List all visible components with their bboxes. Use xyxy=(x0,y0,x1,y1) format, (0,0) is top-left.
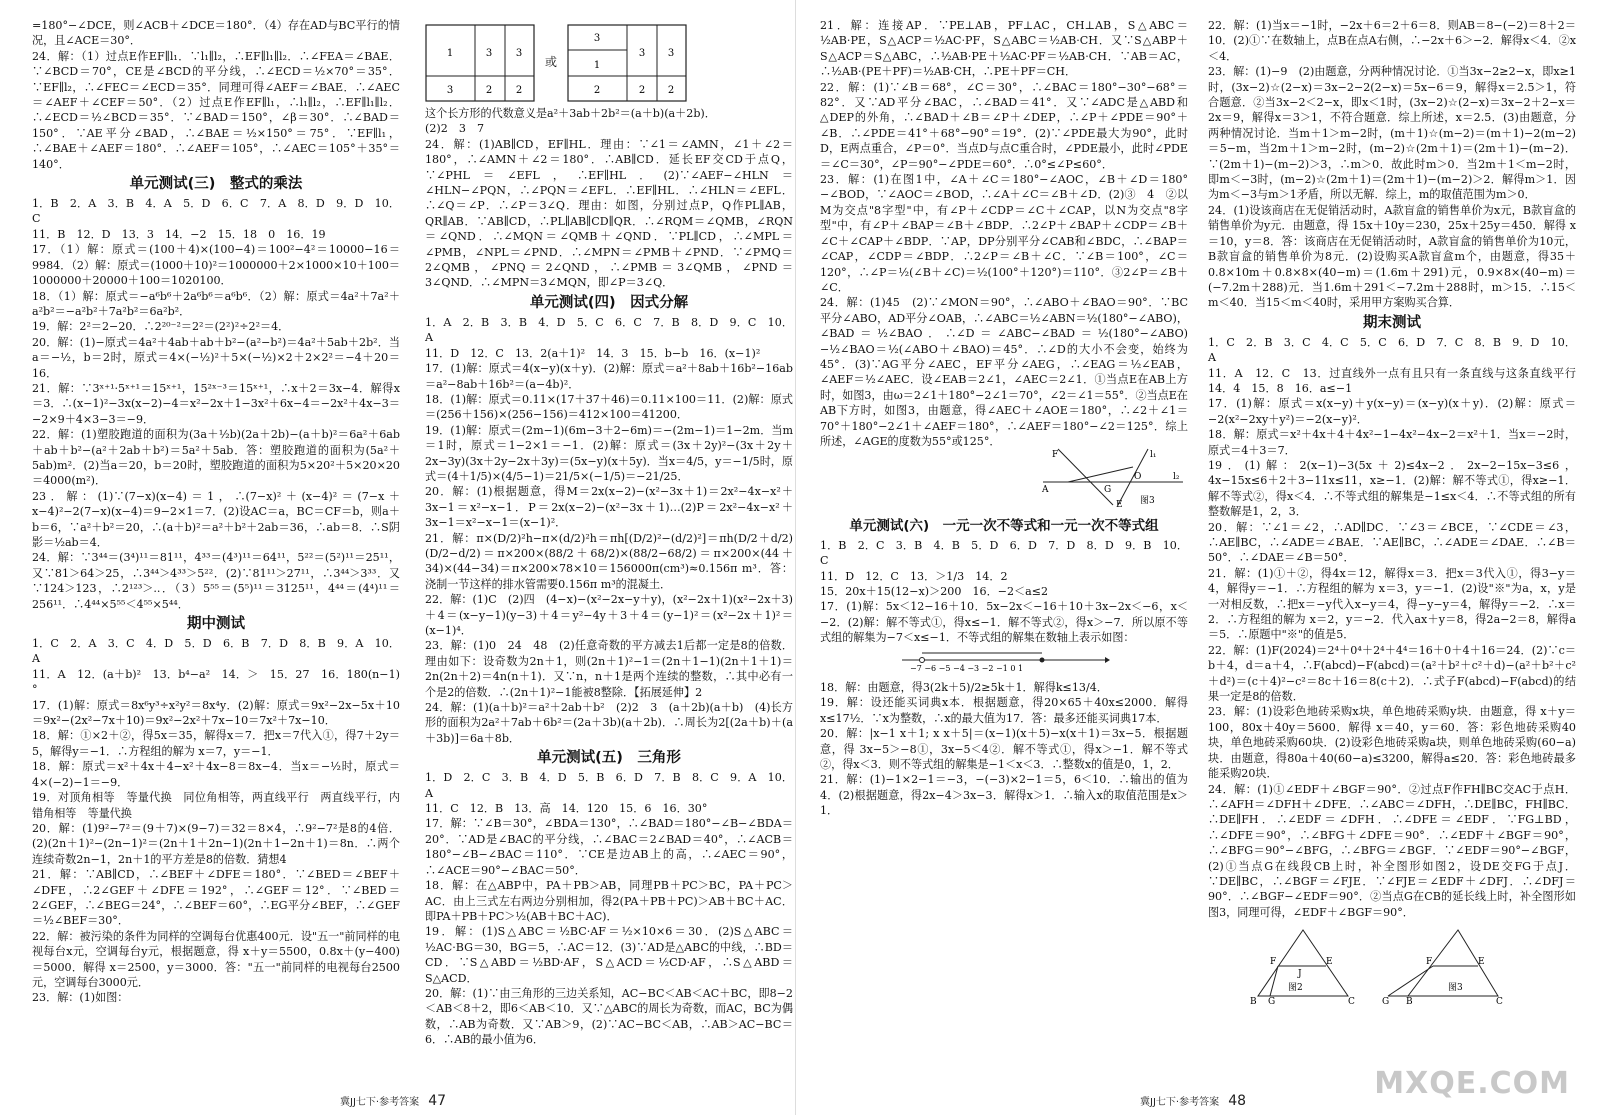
svg-text:l₁: l₁ xyxy=(1150,450,1157,461)
svg-text:B: B xyxy=(1406,997,1413,1005)
text-block: 17．(1)解：原式＝8x⁶y³÷x²y²＝8x⁴y．(2)解：原式＝9x²−2x−5x＋10＝9x²−(2x²−7x＋10)＝9x²−2x²＋7x−10＝7x²＋7x−10． xyxy=(32,698,400,728)
text-block: 23．解：(1)在图1中，∠A＋∠C＝180°−∠AOC，∠B＋∠D＝180°−∠BOD，∵∠AOC＝∠BOD，∴∠A＋∠C＝∠B＋∠D．(2)③ 4 ②以M为交点"8字型"中，有∠P＋∠CDP＝∠C＋∠CAP，以N为交点"8字型"中，有∠P＋∠BAP＝∠B＋∠BDP．∴2∠P＋∠BAP＋∠CDP＝∠B＋∠C＋∠CAP＋∠BDP．∵AP，DP分别平分∠CAB和∠BDC，∴∠BAP＝∠CAP，∠CDP＝∠BDP．∴2∠P＝∠B＋∠C．∵∠B＝100°，∠C＝120°，∴∠P＝½(∠B＋∠C)＝½(100°＋120°)＝110°．③2∠P＝∠B＋∠C． xyxy=(820,173,1188,294)
text-block: 22．解：(1)∵∠B＝68°，∠C＝30°，∴∠BAC＝180°−30°−68°＝82°．又∵AD平分∠BAC，∴∠BAD＝41°．又∵∠ADC是△ABD和△DEP的外角，∴∠BAD＋∠B＝∠P＋∠DEP，∴∠P＋∠PDE＝90°＋∠B．∴∠PDE＝41°＋68°−90°＝19°．(2)∵∠PDE最大为90°，此时D，E两点重合，∠P＝0°．当点D与点C重合时，∠PDE最小，此时∠PDE＝∠C＝30°，∠P＝90°−∠PDE＝60°．∴0°≤∠P≤60°． xyxy=(820,80,1188,171)
text-block: 24．(1)设该商店在无促销活动时，A款盲盒的销售单价为x元，B款盲盒的销售单价为y元．由题意，得 15x＋10y＝230，25x＋25y＝450．解得 x＝10，y＝8．答：该商店在无促销活动时，A款盲盒的销售单价为10元，B款盲盒的销售单价为8元．(2)设购买A款盲盒m个，由题意，得35＋0.8×10m＋0.8×8×(40−m)＝(1.6m＋291)元，0.9×8×(40−m)＝(−7.2m＋288)元．当1.6m＋291＜−7.2m＋288时，m＞15．∴15＜m＜40．当15＜m＜40时，采用甲方案购买合算． xyxy=(1208,203,1576,310)
svg-text:2: 2 xyxy=(667,85,675,96)
svg-text:2: 2 xyxy=(638,85,646,96)
svg-text:F: F xyxy=(1426,957,1433,968)
text-block: 1．C 2．A 3．C 4．D 5．D 6．B 7．D 8．B 9．A 10．A xyxy=(32,637,400,666)
text-block: 18．(1)解：原式＝0.11×(17＋37＋46)＝0.11×100＝11．(2)解：原式＝(256＋156)×(256−156)＝412×100＝41200． xyxy=(425,392,793,422)
left-column-2 xyxy=(425,22,793,1048)
svg-text:A: A xyxy=(1042,485,1049,496)
text-block: 24．解：∵3⁴⁴＝(3⁴)¹¹＝81¹¹，4³³＝(4³)¹¹＝64¹¹，5²²＝(5²)¹¹＝25¹¹，又∵81＞64＞25，∴3⁴⁴＞4³³＞5²²．(2)∵81¹¹＞27¹¹，∴3⁴⁴＞3³³．又∵124＞123，∴2¹²³＞..．（3）5⁵⁵＝(5⁵)¹¹＝3125¹¹，4⁴⁴＝(4⁴)¹¹＝256¹¹．∴4⁴⁴×5⁵⁵＜4⁵⁵×5⁴⁴． xyxy=(32,551,400,611)
svg-text:3: 3 xyxy=(515,48,523,59)
text-block: 22．解：被污染的条件为同样的空调每台优惠400元．设"五一"前同样的电视每台x元，空调每台y元，根据题意，得 x＋y＝5500，0.8x＋(y−400)＝5000．解得 x＝2500，y＝3000．答："五一"前同样的电视每台2500元，空调每台3000元． xyxy=(32,929,400,989)
text-block: 23．解：(1)0 24 48 (2)任意奇数的平方减去1后都一定是8的倍数．理由如下：设奇数为2n＋1，则(2n＋1)²−1＝(2n＋1−1)(2n＋1＋1)＝2n(2n＋2)＝4n(n＋1)．又∵n，n＋1是两个连续的整数，∴其中必有一个是2的倍数．∴(2n＋1)²−1能被8整除．【拓展延伸】2 xyxy=(425,639,793,699)
text-block: 19．解：(1)S△ABC＝½BC·AF＝½×10×6＝30．(2)S△ABC＝½AC·BG＝30，BG＝5，∴AC＝12．(3)∵AD是△ABC的中线，∴BD＝CD．∵S△ABD＝½BD·AF，S△ACD＝½CD·AF，∴S△ABD＝S△ACD． xyxy=(425,925,793,985)
text-block: 18．解：①×2＋②，得5x＝35，解得x＝7．把x＝7代入①，得7＋2y＝5，解得y＝−1．∴方程组的解为 x＝7，y＝−1． xyxy=(32,729,400,758)
svg-text:B: B xyxy=(1250,997,1257,1005)
text-block: 23．解：(1)∵(7−x)(x−4)＝1，∴(7−x)²＋(x−4)²＝(7−x＋x−4)²−2(7−x)(x−4)＝9−2×1＝7．(2)设AC＝a，BC＝CF＝b，则a＋b＝6，∵a²＋b²＝20，∴(a＋b)²＝a²＋b²＋2ab＝36，∴ab＝8．∴S阴影＝½ab＝4． xyxy=(32,489,400,549)
text-block: 11．A 12．(a＋b)² 13．b⁴−a² 14．＞ 15．27 16．180(n−1)° xyxy=(32,667,400,697)
text-block: 这个长方形的代数意义是a²＋3ab＋2b²＝(a＋b)(a＋2b)． xyxy=(425,107,716,120)
text-block: 21．解：∵3ˣ⁺¹·5ˣ⁺¹＝15ˣ⁺¹，15²ˣ⁻³＝15ˣ⁺¹，∴x＋2＝3x−4．解得x＝3．∴(x−1)²−3x(x−2)−4＝x²−2x＋1−3x²＋6x−4＝−2x²＋4x−3＝−2×9＋4×3−3＝−9． xyxy=(32,381,400,426)
text-block: 17．(1)解：原式＝x(x−y)＋y(x−y)＝(x−y)(x＋y)．(2)解：原式＝−2(x²−2xy＋y²)＝−2(x−y)²． xyxy=(1208,397,1576,426)
section-heading: 单元测试(三) 整式的乘法 xyxy=(129,176,303,193)
number-line xyxy=(900,648,1110,672)
text-block: 23．解：(1)设彩色地砖采购x块，单色地砖采购y块．由题意，得 x＋y＝100，80x＋40y＝5600．解得 x＝40，y＝60．答：彩色地砖采购40块，单色地砖采购60块．(2)设彩色地砖采购a块，则单色地砖采购(60−a)块．由题意，得80a＋40(60−a)≤3200，解得a≤20．答：彩色地砖最多能采购20块． xyxy=(1208,705,1576,781)
section-heading: 单元测试(五) 三角形 xyxy=(537,750,681,767)
text-block: 11．B 12．D 13．3 14．−2 15．18 0 16．19 xyxy=(32,227,326,241)
svg-text:3: 3 xyxy=(593,33,601,44)
text-block: 11．A 12．C 13．过直线外一点有且只有一条直线与这条直线平行 14．4 15．8 16．a≤−1 xyxy=(1208,366,1588,395)
or-label: 或 xyxy=(545,55,558,70)
svg-text:F: F xyxy=(1270,957,1277,968)
left-page xyxy=(0,0,793,1115)
svg-text:C: C xyxy=(1348,997,1355,1005)
text-block: 24．解：(1)AB∥CD，EF∥HL．理由：∵∠1＝∠AMN，∠1＋∠2＝180°，∴∠AMN＋∠2＝180°．∴AB∥CD．延长EF交CD于点Q，∵∠PHL＝∠EFL，∴EF∥HL．(2)∵∠AEF−∠HLN＝∠HLN−∠PQN，∴∠PQN＝∠EFL．∴EF∥HL．∴∠HLN＝∠EFL．∴∠Q＝∠P．∴∠P＝3∠Q．理由：如图，分别过点P，Q作PL∥AB，QR∥AB．∵AB∥CD，∴PL∥AB∥CD∥QR．∴∠RQM＝∠QMB，∠RQN＝∠QND．∴∠MQN＝∠QMB＋∠QND．∵PL∥CD，∴∠MPL＝∠PMB，∠NPL＝∠PND．∴∠MPN＝∠PMB＋∠PND．∵∠PMQ＝2∠QMB，∠PNQ＝2∠QND，∴∠PMB＝3∠QMB，∠PND＝3∠QND．∴∠MPN＝3∠MQN，即∠P＝3∠Q． xyxy=(425,137,793,290)
text-block: 24．解：(1)(a＋b)²＝a²＋2ab＋b² (2)2 3 (a＋2b)(a＋b) (4)长方形的面积为2a²＋7ab＋6b²＝(2a＋3b)(a＋2b)．∴周长为2[(2a＋b)＋(a＋3b)]＝6a＋8b． xyxy=(425,701,793,745)
text-block: 17．(1)解：5x＜12−16＋10．5x−2x＜−16＋10＋3x−2x＜−6，x＜−2．(2)解：解不等式①，得x≤−1．解不等式②，得x＞−7．所以原不等式组的解集为−7＜x≤−1．不等式组的解集在数轴上表示如图： xyxy=(820,600,1188,645)
triangle-figure-2 xyxy=(1248,924,1358,1004)
text-block: 11．D 12．C 13．＞1/3 14．2 xyxy=(820,569,1008,583)
text-block: 21．解：(1)①＋②，得4x＝12，解得x＝3．把x＝3代入①，得3−y＝4，解得y＝−1．∴方程组的解为 x＝3，y＝−1．(2)设"※"为a，x，y是一对相反数，∴把x＝−y代入x−y＝4，得−y−y＝4，解得y＝−2．∴x＝2．∴方程组的解为 x＝2，y＝−2．代入ax＋y＝8，得2a−2＝8，解得a＝5．∴原题中"※"的值是5． xyxy=(1208,566,1576,642)
svg-text:3: 3 xyxy=(638,48,646,59)
text-block: 24．解：(1)①∠EDF＋∠BGF＝90°．②过点F作FH∥BC交AC于点H．∴∠AFH＝∠DFH＋∠DFE．∴∠ABC＝∠DFH，∴DE∥BC，FH∥BC．∴DE∥FH．∴∠EDF＝∠DFH．∴∠DFE＝∠EDF．∵FG⊥BD，∴∠DFE＝90°，∴∠BFG＋∠DFE＝90°．∴∠EDF＋∠BGF＝90°，∴∠BFG＝90°−∠BFG，∴∠BFG＝∠BGF．∵∠EDF＝90°−∠BGF，(2)①当点G在线段CB上时，补全图形如图2，设DE交FG于点J．∵DE∥BC，∴∠BGF＝∠FJE．∵∠FJE＝∠EDF＋∠DFJ．∴∠DFJ＝90°．∴∠BGF−∠EDF＝90°．②当点G在CB的延长线上时，补全图形如图3，同理可得，∠EDF＋∠BGF＝90°． xyxy=(1208,782,1576,919)
text-block: 20．解：|x−1 x＋1; x x＋5|＝(x−1)(x＋5)−x(x＋1)＝3x−5．根据题意，得 3x−5＞−8①，3x−5＜4②．解不等式①，得x＞−1．解不等式②，得x＜3．则不等式组的解集是−1＜x＜3．∴整数x的值是0，1，2． xyxy=(820,727,1188,772)
text-block: 11．D 12．C 13．2(a＋1)² 14．3 15．b−b 16．(x−1)² xyxy=(425,346,761,360)
page-footer xyxy=(340,1093,446,1109)
text-block: 24．解：(1)45 (2)∵∠MON＝90°，∴∠ABO＋∠BAO＝90°．∵BC平分∠ABO，AD平分∠OAB，∴∠ABC＝½∠ABN＝½(180°−∠ABO)，∠BAD＝½∠BAO．∴∠D＝∠ABC−∠BAD＝½(180°−∠ABO)−½∠BAO＝½(∠ABO＋∠BAO)＝45°．∴∠D的大小不会变，始终为45°．(3)∵AG平分∠AEC，EF平分∠AEG，∴∠EAG＝½∠EAB，∠AEF＝½∠AEC．设∠EAB＝2∠1，∠AEC＝2∠1．①当点E在AB上方时，如图3，由ω＝2∠1＋180°−2∠1＝70°，∠2＝∠1＝55°．②当点E在AB下方时，如图3，由题意，得∠AEC＋∠AOE＝180°，∴∠2＋∠1＝70°＋180°−2∠1＋∠AEF＝180°，∴∠AEF＝180°−∠2＝125°．综上所述，∠AGE的度数为55°或125°． xyxy=(820,296,1188,448)
tiling-figure-2 xyxy=(567,24,687,102)
svg-text:O: O xyxy=(1134,472,1142,483)
text-block: 20．解：(1)∵由三角形的三边关系知，AC−BC＜AB＜AC＋BC，即8−2＜AB＜8＋2，即6＜AB＜10．又∵△ABC的周长为奇数，而AC，BC为偶数，∴AB为奇数．又∵AB＞9，(2)∵AC−BC＜AB，∴AB＞AC−BC＝6．∴AB的最小值为6． xyxy=(425,986,793,1047)
svg-text:G: G xyxy=(1268,997,1276,1005)
text-block: 21．解：(1)−1×2−1＝−3，−(−3)×2−1＝5，6＜10．∴输出的值为4．(2)根据题意，得2x−4＞3x−3．解得x＞1．∴输入x的取值范围是x＞1． xyxy=(820,773,1188,818)
text-block: 17．(1)解：原式＝4(x−y)(x＋y)．(2)解：原式＝a²＋8ab＋16b²−16ab＝a²−8ab＋16b²＝(a−4b)²． xyxy=(425,362,793,391)
footer-label: 冀JJ七下·参考答案 xyxy=(1140,1097,1220,1108)
right-page xyxy=(800,0,1590,1115)
text-block: 19．解：2²＝2−20．∴2²⁰⁻²＝2²＝(2²)²÷2²＝4． xyxy=(32,320,290,334)
figure-label: 图2 xyxy=(1288,983,1303,994)
text-block: 22．解：(1)塑胶跑道的面积为(3a＋½b)(2a＋2b)−(a＋b)²＝6a²＋6ab＋ab＋b²−(a²＋2ab＋b²)＝5a²＋5ab．答：塑胶跑道的面积为(5a²＋5ab)m²．(2)当a＝20，b＝20时，塑胶跑道的面积为5×20²＋5×20×20＝4000(m²)． xyxy=(32,428,400,488)
text-block: 17．解：∵∠B＝30°，∠BDA＝130°，∴∠BAD＝180°−∠B−∠BDA＝20°．∵AD是∠BAC的平分线，∴∠BAC＝2∠BAD＝40°，∴∠ACB＝180°−∠B−∠BAC＝110°．∵CE是边AB上的高，∴∠AEC＝90°，∴∠ACE＝90°−∠BAC＝50°． xyxy=(425,817,793,877)
number-line-wrap xyxy=(820,646,1188,680)
text-block: 20．解：(1)根据题意，得M＝2x(x−2)−(x²−3x＋1)＝2x²−4x−x²＋3x−1＝x²−x−1．P＝2x(x−2)−(x²−3x＋1)…(2)P＝2x²−4x−x²＋3x−1＝x²−x−1＝(x−1)²． xyxy=(425,485,793,530)
svg-text:2: 2 xyxy=(485,85,493,96)
watermark-logo: MXQE.COM xyxy=(1374,1066,1570,1101)
page-number: 47 xyxy=(428,1093,447,1109)
svg-text:l₂: l₂ xyxy=(1173,472,1180,483)
right-column-2 xyxy=(1208,18,1588,1005)
right-column-1 xyxy=(820,18,1188,819)
number-line-ticks: −7 −6 −5 −4 −3 −2 −1 0 1 xyxy=(910,663,1024,672)
text-block: 21．解：π×(D/2)²h−π×(d/2)²h＝πh[(D/2)²−(d/2)²]＝πh(D/2＋d/2)(D/2−d/2)＝π×200×(88/2＋68/2)×(88/2−68/2)＝π×200×(44＋34)×(44−34)＝π×200×78×10＝156000π(cm³)≈0.156π m³．答：浇制一节这样的排水管需要0.156π m³的混凝土． xyxy=(425,531,793,591)
answer-with-figure xyxy=(820,295,1188,449)
text-block: 18．解：原式＝x²＋4x＋4＋4x²−1−4x²−4x−2＝x²＋1．当x＝−2时，原式＝4＋3＝7． xyxy=(1208,428,1576,457)
text-block: 21．解：连接AP．∵PE⊥AB，PF⊥AC，CH⊥AB，S△ABC＝½AB·PE，S△ACP＝½AC·PF，S△ABC＝½AB·CH．又∵S△ABP＋S△ACP＝S△ABC，∴½AB·PE＋½AC·PF＝½AB·CH．∵AB＝AC，∴½AB·(PE＋PF)＝½AB·CH，∴PE＋PF＝CH． xyxy=(820,19,1188,79)
figure-label: 图3 xyxy=(1448,983,1463,994)
text-block: 20．解：∵∠1＝∠2，∴AD∥DC．∵∠3＝∠BCE，∵∠CDE＝∠3，∴AE∥BC，∴∠ADE＝∠BAE．∵AE∥BC，∴∠ADE＝∠DAE．∴∠B＝50°．∴∠DAE＝∠B＝50°． xyxy=(1208,520,1576,565)
rectangle-figures xyxy=(425,24,793,102)
text-block: 15．20x＋15(12−x)＞200 16．−2＜a≤2 xyxy=(820,585,1049,598)
page-divider xyxy=(795,0,796,1115)
text-block: 24．解：（1）过点E作EF∥l₁．∵l₁∥l₂，∴EF∥l₁∥l₂．∴∠FEA＝∠BAE．∵∠BCD＝70°，CE是∠BCD的平分线，∴∠ECD＝½×70°＝35°．∵EF∥l₂，∴∠FEC＝∠ECD＝35°．同理可得∠AEF＝∠BAE．∴∠AEC＝∠AEF＋∠CEF＝50°．（2）过点E作EF∥l₁，∴l₁∥l₂，∴EF∥l₁∥l₂．∴∠ECD＝½∠BCD＝35°．∵∠BAD＝150°，∠β＝30°．∴∠BAD＝150°．∵AE平分∠BAD，∴∠BAE＝½×150°＝75°．∵EF∥l₁，∴∠BAE＋∠AEF＝180°．∴∠AEF＝105°，∴∠AEC＝105°＋35°＝140°． xyxy=(32,49,400,171)
footer-label: 冀JJ七下·参考答案 xyxy=(340,1097,420,1108)
text-block: 18．解：由题意，得3(2k＋5)/2≥5k＋1．解得k≤13/4． xyxy=(820,681,1108,695)
svg-text:2: 2 xyxy=(515,85,523,96)
angle-figure-3 xyxy=(1038,447,1188,509)
text-block: 23．解：(1)如图： xyxy=(32,991,129,1005)
svg-text:E: E xyxy=(1116,500,1123,510)
text-block: 1．B 2．C 3．B 4．B 5．D 6．D 7．D 8．D 9．B 10．C xyxy=(820,538,1188,568)
svg-text:1: 1 xyxy=(446,48,454,59)
text-block: 11．C 12．B 13．高 14．120 15．6 16．30° xyxy=(425,802,708,816)
text-block: 23．解：(1)−9 (2)由题意，分两种情况讨论．①当3x−2≥2−x，即x≥1时，(3x−2)☆(2−x)＝3x−2−2(2−x)＝5x−6＝9，解得x＝2.5＞1，符合题意．②当3x−2＜2−x，即x＜1时，(3x−2)☆(2−x)＝3x−2＋2−x＝2x＝9，解得x＝3＞1，不符合题意．综上所述，x＝2.5．(3)由题意，分两种情况讨论．当m＋1＞m−2时，(m＋1)☆(m−2)＝(m＋1)−2(m−2)＝5−m，当2m＋1＞m−2时，(m−2)☆(2m＋1)＝(2m＋1)−(m−2)．∵(2m＋1)−(m−2)＞3，∴m＞0．故此时m＞0．当2m＋1＜m−2时，即m＜−3时，(m−2)☆(2m＋1)＝(2m＋1)−(m−2)＞2．解得m＞1．因为m＜−3与m＞1矛盾，所以无解．综上，m的取值范围为m＞0． xyxy=(1208,65,1576,202)
text-block: 1．C 2．B 3．C 4．C 5．C 6．D 7．C 8．B 9．D 10．A xyxy=(1208,335,1576,365)
svg-text:G: G xyxy=(1104,485,1112,496)
text-block: 1．D 2．C 3．B 4．D 5．B 6．D 7．B 8．C 9．A 10．A xyxy=(425,771,793,800)
section-heading: 单元测试(六) 一元一次不等式和一元一次不等式组 xyxy=(849,517,1159,534)
triangle-figure-3 xyxy=(1378,924,1508,1004)
text-block: 18．解：在△ABP中，PA＋PB＞AB，同理PB＋PC＞BC，PA＋PC＞AC．由上三式左右两边分别相加，得2(PA＋PB＋PC)＞AB＋BC＋AC．即PA＋PB＋PC＞½(AB＋BC＋AC)． xyxy=(425,879,793,923)
section-heading: 单元测试(四) 因式分解 xyxy=(529,294,689,311)
text-block: 18．（1）解：原式＝−a⁶b⁶＋2a⁶b⁶＝a⁶b⁶．（2）解：原式＝4a²＋7a²＋a²b²＝−a²b²＋7a²b²＝6a²b²． xyxy=(32,289,400,318)
svg-text:F: F xyxy=(1052,450,1059,461)
text-block: 1．A 2．B 3．B 4．D 5．C 6．C 7．B 8．D 9．C 10．A xyxy=(425,315,793,345)
svg-text:3: 3 xyxy=(667,48,675,59)
left-column-1 xyxy=(32,18,400,1006)
text-block: 19．(1)解：原式＝(2m−1)(6m−3＋2−6m)＝−(2m−1)＝1−2m．当m＝1时，原式＝1−2×1＝−1．(2)解：原式＝(3x＋2y)²−(3x＋2y＋2x−3y)(3x＋2y−2x＋3y)＝(5x−y)(x＋5y)．当x＝4/5，y＝−1/5时，原式＝(4＋1/5)×(4/5−1)＝21/5×(−1/5)＝−21/25． xyxy=(425,423,793,483)
text-block: 18．解：原式＝x²＋4x＋4−x²＋4x−8＝8x−4．当x＝−½时，原式＝4×(−2)−1＝−9． xyxy=(32,760,400,789)
text-block: 22．解：(1)C (2)四 (4−x)−(x²−2x−y＋y)，(x²−2x＋1)(x²−2x＋3)＋4＝(x−y−1)(y−3)＋4＝y²−4y＋3＋4＝(y−1)²＝(x²−2x＋1)²＝(x−1)⁴． xyxy=(425,593,793,637)
svg-text:E: E xyxy=(1326,957,1333,968)
text-block: 17．（1）解：原式＝(100＋4)×(100−4)＝100²−4²＝10000−16＝9984．（2）解：原式＝(1000＋10)²＝1000000＋2×1000×10＋100＝1000000＋20000＋100＝1020100． xyxy=(32,243,400,288)
svg-text:2: 2 xyxy=(593,85,601,96)
text-block: =180°−∠DCE，则∠ACB＋∠DCE＝180°．（4）存在AD与BC平行的情况，且∠ACE＝30°． xyxy=(32,19,400,48)
svg-text:G: G xyxy=(1382,997,1390,1005)
svg-text:C: C xyxy=(1496,997,1503,1005)
text-block: 19．解：设还能买词典x本．根据题意，得20×65＋40x≤2000．解得x≤17½．∵x为整数，∴x的最大值为17．答：最多还能买词典17本． xyxy=(820,696,1188,725)
svg-text:3: 3 xyxy=(446,85,454,96)
triangle-figures xyxy=(1208,924,1576,1004)
text-block: (2)2 3 7 xyxy=(425,122,485,136)
text-block: 19．对顶角相等 等量代换 同位角相等，两直线平行 两直线平行，内错角相等 等量代换 xyxy=(32,791,400,820)
text-block: 20．解：(1)9²−7²＝(9＋7)×(9−7)＝32＝8×4，∴9²−7²是8的4倍．(2)(2n＋1)²−(2n−1)²＝(2n＋1＋2n−1)(2n＋1−2n＋1)＝8n．∴两个连续奇数2n−1，2n＋1的平方差是8的倍数．猜想4 xyxy=(32,821,400,866)
figure-3-wrap xyxy=(820,447,1188,513)
figure-label: 图3 xyxy=(1140,496,1155,507)
text-block: 22．解：(1)F(2024)＝2⁴＋0⁴＋2⁴＋4⁴＝16＋0＋4＋16＝24．(2)∵c＝b＋4，d＝a＋4，∴F(abcd)−F(abcd)＝(a²＋b²＋c²＋d)−(a²＋b²＋c²＋d²)＝(c＋4)²−c²＝8c＋16＝8(c＋2)．∴式子F(abcd)−F(abcd)的结果一定是8的倍数． xyxy=(1208,643,1576,704)
section-heading: 期中测试 xyxy=(187,616,245,633)
text-block: 20．解：(1)−原式＝4a²＋4ab＋ab＋b²−(a²−b²)＝4a²＋5ab＋2b²．当a＝−½，b＝2时，原式＝4×(−½)²＋5×(−½)×2＋2×2²＝−4＋20＝16． xyxy=(32,335,400,380)
page-number: 48 xyxy=(1228,1093,1247,1109)
page-footer xyxy=(1140,1093,1246,1109)
text-block: 19．(1)解：2(x−1)−3(5x＋2)≤4x−2．2x−2−15x−3≤6，4x−15x≤6＋2＋3−11x≤11，x≥−1．(2)解：解不等式①，得x≥−1．解不等式②，得x＜4．∴不等式组的解集是−1≤x＜4．∴不等式组的所有整数解是1，2，3． xyxy=(1208,458,1576,519)
text-block: 21．解：∵AB∥CD，∴∠BEF＋∠DFE＝180°．∵∠BED＝∠BEF＋∠DFE，∴2∠GEF＋∠DFE＝192°，∴∠GEF＝12°．∵∠BED＝2∠GEF，∴∠BEG＝24°，∴∠BEF＝60°，∴EG平分∠BEF，∴∠GEF＝½∠BEF＝30°． xyxy=(32,868,400,928)
section-heading: 期末测试 xyxy=(1363,314,1421,331)
svg-text:1: 1 xyxy=(593,60,601,71)
svg-text:3: 3 xyxy=(485,48,493,59)
text-block: 1．B 2．A 3．B 4．A 5．D 6．C 7．A 8．D 9．D 10．C xyxy=(32,197,400,226)
svg-text:E: E xyxy=(1478,957,1485,968)
tiling-figure-1 xyxy=(425,24,535,102)
svg-text:J: J xyxy=(1298,969,1302,980)
text-block: 22．解：(1)当x＝−1时，−2x＋6＝2＋6＝8．则AB＝8−(−2)＝8＋2＝10．(2)①∵在数轴上，点B在点A右侧，∴−2x＋6＞−2．解得x＜4．②x＜4． xyxy=(1208,19,1576,63)
